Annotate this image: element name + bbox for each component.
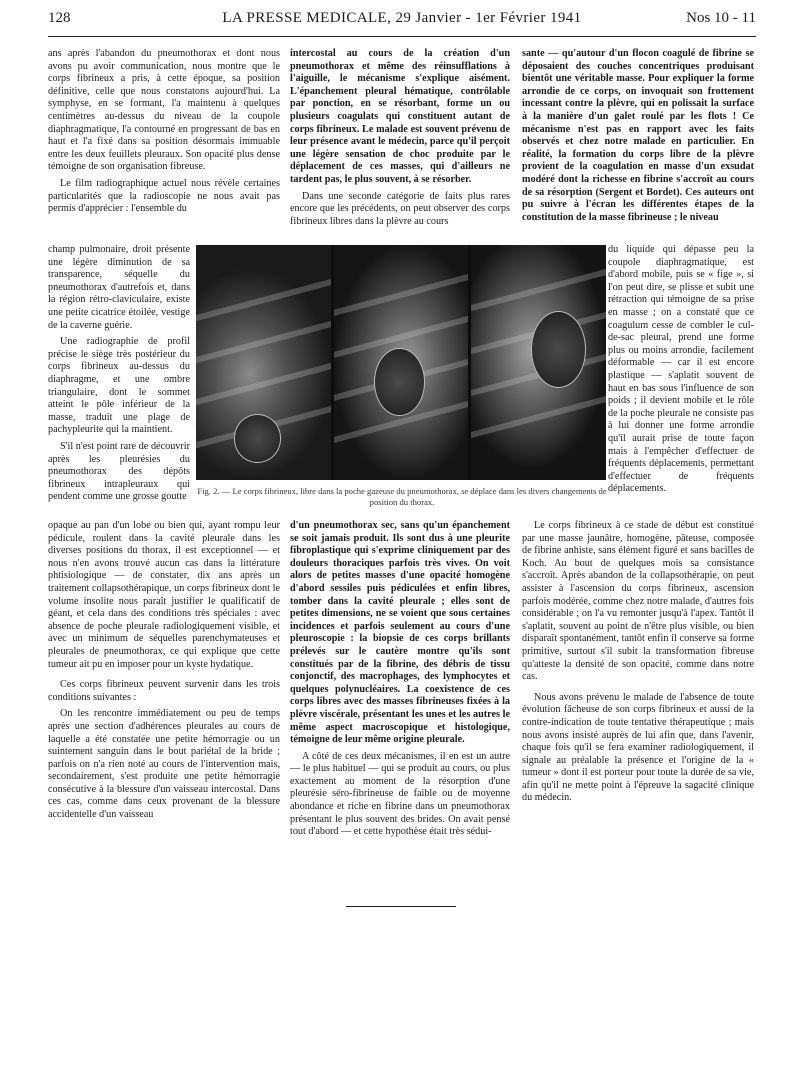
paragraph: Nous avons prévenu le malade de l'absence de toute évolution fâcheuse de son corps fibrineux et aussi de la contre-indication de toute tentative thérapeutique ; mais nous avons insisté auprès de lui afin que, dans l'avenir, chaque fois qu'il se fera examiner radiologiquement, il signale au préalable la présence et l'origine de la « tumeur » dont il est porteur pour toute la durée de sa vie, afin qu'il ne mette point à l'épreuve la sagacité clinique du médecin.	[522, 691, 754, 804]
column-2-top	[290, 48, 510, 228]
journal-title: LA PRESSE MEDICALE,	[222, 10, 392, 26]
paragraph: S'il n'est point rare de découvrir après les pleurésies du pneumothorax des dépôts fibrineux intrapleuraux qui pendent comme une grosse goutte	[48, 440, 190, 503]
fibrinous-body	[531, 311, 587, 388]
journal-header	[48, 10, 756, 27]
radiograph-panel-2	[334, 245, 469, 480]
column-1-top	[48, 48, 280, 243]
figure-caption: Fig. 2. — Le corps fibrineux, libre dans la poche gazeuse du pneumothorax, se déplace dans les divers changements de position du thorax.	[197, 486, 607, 507]
paragraph: Dans une seconde catégorie de faits plus rares encore que les précédents, on peut observer des corps fibrineux libres dans la plèvre au cours	[290, 190, 510, 227]
paragraph: d'un pneumothorax sec, sans qu'un épanchement se soit jamais produit. Ils sont dus à une pleurite fibroplastique qui s'exprime cliniquement par des douleurs thoraciques parfois très vives. On voit alors de petites masses d'une opacité homogène d'abord sessiles puis pédiculées et enfin libres, tomber dans la cavité pleurale ; elles sont de petites dimensions, ne se voient que sous certaines incidences et parfois seulement au cours d'une pleuroscopie : la biopsie de ces corps brillants prélevés sur le cautère montre qu'ils sont constitués par de la fibrine, des débris de tissu conjonctif, des macrophages, des lymphocytes et quelques polynucléaires. La coexistence de ces corps libres avec des masses fibrineuses fixées à la plèvre viscérale, présentant les unes et les autres le même aspect macroscopique et histologique, témoigne de leur même origine pleurale.	[290, 520, 510, 746]
paragraph: Le corps fibrineux à ce stade de début est constitué par une masse jaunâtre, homogène, pâteuse, composée de fibrine anhiste, sans élément figuré et sans bacilles de Koch. Au bout de quelques mois sa consistance s'accroît. Après abandon de la collapsothérapie, on peut assister à l'ascension du corps fibrineux, ascension parfois modérée, comme chez notre malade, d'autres fois considérable ; on l'a vu remonter jusqu'à l'apex. Tantôt il s'aplatit, souvent au point de n'être plus visible, ou bien disparaît spontanément, tantôt enfin il conserve sa forme primitive, surtout s'il subit la transformation fibreuse qu'atteste la densité de son opacité, comme dans notre cas.	[522, 520, 754, 683]
paragraph: du liquide qui dépasse peu la coupole diaphragmatique, est d'abord mobile, puis se « fige », si l'on peut dire, se plisse et subit une rétraction qui témoigne de sa prise en masse ; on a constaté que ce coagulum cesse de combler le cul-de-sac pleural, prend une forme plus ou moins arrondie, facilement déformable — car il est encore plastique — s'aplatit souvent de haut en bas sous l'influence de son poids ; il devient mobile et le rôle de la poche pleurale ne consiste pas à lui donner une forme arrondie qu'il aurait prise de toute façon mais à l'empêcher d'effectuer de fréquents déplacements, permettant d'effectuer de fréquents déplacements.	[608, 244, 754, 495]
paragraph: champ pulmonaire, droit présente une légère diminution de sa transparence, séquelle du pneumothorax d'autrefois et, dans la région rétro-claviculaire, existe une petite cicatrice étoilée, vestige de la caverne guérie.	[48, 244, 190, 331]
radiograph-panel-3	[471, 245, 606, 480]
column-3-bottom	[522, 520, 754, 850]
issue-date: 29 Janvier - 1er Février 1941	[395, 10, 582, 26]
paragraph: A côté de ces deux mécanismes, il en est un autre — le plus habituel — qui se produit au cours, ou plus exactement au moment de la résorption d'une pleurésie séro-fibrineuse de faible ou de moyenne abondance et riche en fibrine dans un pneumothorax présentant le plus souvent des brides. On avait pensé tout d'abord — et cette hypothèse était très sédui-	[290, 750, 510, 838]
radiograph-panel-1	[196, 245, 331, 480]
end-rule	[346, 906, 456, 907]
page-header	[48, 10, 756, 37]
paragraph: opaque au pan d'un lobe ou bien qui, ayant rompu leur pédicule, roulent dans la cavité pleurale dans les diverses positions du thorax, il est exceptionnel — et nous n'en avons trouvé aucun cas dans la littérature phtisiologique — de constater, dix ans après un traitement collapsothérapique, un corps fibrineux dont le volume insolite nous paraît justifier le qualificatif de géant, et cela dans des conditions très spéciales : avec absence de poche pleurale radiologiquement visible, et avec un minimum de séquelles parenchymateuses et pleurales de pneumothorax, ce qui explique que cette tumeur ait pu en imposer pour un kyste hydatique.	[48, 520, 280, 670]
column-3-wrap	[608, 244, 754, 514]
column-1-bottom	[48, 520, 280, 850]
column-2-bottom	[290, 520, 510, 850]
column-3-top	[522, 48, 754, 248]
fibrinous-body	[374, 348, 424, 416]
paragraph: sante — qu'autour d'un flocon coagulé de fibrine se déposaient des couches concentriques produisant bientôt une véritable masse. Pour expliquer la forme arrondie de ce corps, on invoquait son frottement incessant contre la plèvre, qui en polissait la surface à la manière d'un galet roulé par les flots ! Ce mécanisme n'est pas en rapport avec les faits observés et chez notre malade en particulier. En réalité, la formation du corps libre de la plèvre provient de la coagulation en masse d'un exsudat modéré dont la richesse en fibrine s'accroît au cours de sa résorption (Sergent et Bordet). Ces auteurs ont pu suivre à l'écran les différentes étapes de la constitution de la masse fibrineuse ; le niveau	[522, 48, 754, 223]
fibrinous-body	[234, 414, 282, 463]
radiograph-figure	[196, 245, 606, 480]
column-1-wrap	[48, 244, 190, 520]
paragraph: On les rencontre immédiatement ou peu de temps après une section d'adhérences pleurales au cours de laquelle a été constatée une petite hémorragie ou un suintement sanguin dans le bout pariétal de la bride ; parfois on n'a rien noté au cours de l'intervention mais, secondairement, s'est produite une petite hémorragie consécutive à la blessure d'un vaisseau intercostal. Dans ces cas, comme dans ceux provenant de la blessure accidentelle d'un vaisseau	[48, 708, 280, 821]
paragraph: ans après l'abandon du pneumothorax et dont nous avons pu avoir communication, nous montre que le corps fibrineux a pris, à cette époque, sa position définitive, celle que nous constatons aujourd'hui. La symphyse, en se formant, l'a maintenu à quelques centimètres au-dessus du niveau de la coupole diaphragmatique, l'a contourné en progressant de bas en haut et l'a fixé dans sa position désormais immuable entre les deux feuillets pleuraux. Son opacité plus dense témoigne de son organisation fibreuse.	[48, 48, 280, 173]
paragraph: intercostal au cours de la création d'un pneumothorax et même des réinsufflations à l'aiguille, le mécanisme s'explique aisément. L'épanchement pleural hématique, contrôlable par ponction, en se résorbant, forme un ou plusieurs coagulats qui constituent autant de corps fibrineux. Le malade est souvent prévenu de leur présence avant le médecin, parce qu'il perçoit une légère sensation de choc produite par le déplacement de ces masses, qui d'ailleurs ne tardent pas, le plus souvent, à se résorber.	[290, 48, 510, 185]
paragraph: Une radiographie de profil précise le siège très postérieur du corps fibrineux au-dessus du diaphragme, et une ombre triangulaire, dont le sommet atteint le pôle inférieur de la masse, traduit une plage de pachypleurite qui la maintient.	[48, 336, 190, 436]
paragraph: Ces corps fibrineux peuvent survenir dans les trois conditions suivantes :	[48, 679, 280, 703]
issue-number: Nos 10 - 11	[686, 10, 756, 26]
paragraph: Le film radiographique actuel nous révèle certaines particularités que la radioscopie ne nous avait pas permis d'apprécier : l'ensemble du	[48, 177, 280, 215]
page-number: 128	[48, 10, 71, 26]
